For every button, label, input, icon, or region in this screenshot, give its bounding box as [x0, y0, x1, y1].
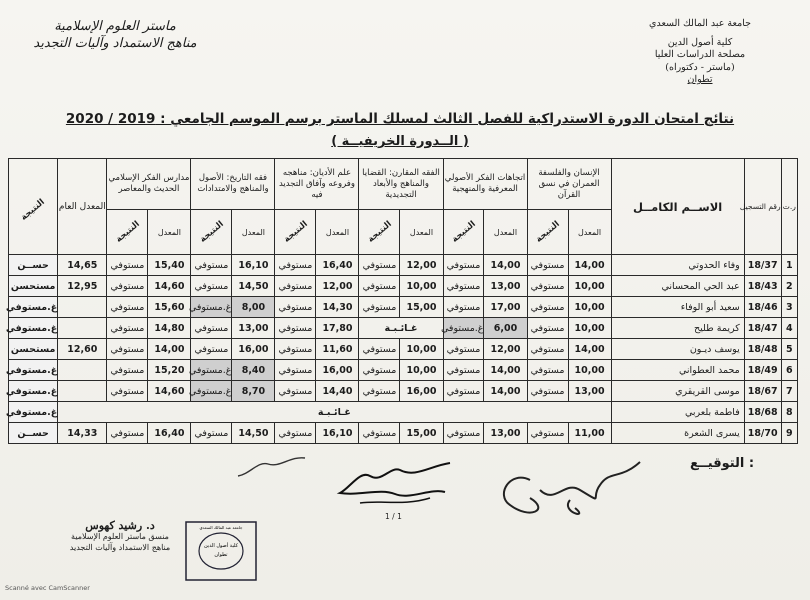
module-grade: 13,00 [484, 423, 527, 444]
final-result: حســن [9, 423, 58, 444]
module-status: مستوفي [527, 255, 568, 276]
module-status: مستوفي [359, 423, 400, 444]
module-grade: 8,00 [232, 297, 275, 318]
module-status: مستوفي [191, 255, 232, 276]
degrees-label: (ماستر - دكتوراه) [665, 61, 735, 73]
coordinator-program: مناهج الاستمداد وآليات التجديد [69, 543, 171, 552]
module-grade: 16,10 [316, 423, 359, 444]
signature-1-text: عبد العزيز الهاكم [630, 472, 637, 473]
module-grade: 15,00 [400, 297, 443, 318]
module-status: مستوفي [275, 381, 316, 402]
module-grade: 10,00 [568, 360, 611, 381]
col-name-header: الاســم الكامــل [611, 159, 744, 255]
university-name: جامعة عبد المالك السعدي [649, 18, 751, 29]
master-program-header [30, 18, 200, 52]
final-result: مستحسن [9, 276, 58, 297]
module-grade: 11,60 [316, 339, 359, 360]
module-status: مستوفي [191, 318, 232, 339]
module-header-1: الإنسان والفلسفة العمران في نسق القرآن [527, 159, 611, 210]
module-6-status-header [107, 210, 148, 255]
module-status: مستوفي [275, 276, 316, 297]
module-grade: 15,60 [148, 297, 191, 318]
table-row [9, 318, 798, 339]
student-name: وفاء الحدوتي [611, 255, 744, 276]
module-grade: 17,00 [484, 297, 527, 318]
module-status: مستوفي [359, 297, 400, 318]
student-name: يسرى الشعرة [611, 423, 744, 444]
student-name: عبد الحي المحساني [611, 276, 744, 297]
module-2-status-header [443, 210, 484, 255]
module-grade: 14,00 [568, 339, 611, 360]
module-grade: 16,00 [232, 339, 275, 360]
module-6-status-label: النتيجة [113, 219, 142, 245]
module-absent-cell: غـائـبـة [359, 318, 443, 339]
module-grade: 6,00 [484, 318, 527, 339]
table-row [9, 339, 798, 360]
module-status: مستوفي [275, 255, 316, 276]
module-grade: 14,60 [148, 276, 191, 297]
module-status: غ.مستوفي [191, 360, 232, 381]
module-grade: 8,40 [232, 360, 275, 381]
stamp-text-1: كلية أصول الدين [204, 543, 238, 549]
module-grade: 13,00 [232, 318, 275, 339]
module-status: مستوفي [359, 339, 400, 360]
module-4-status-label: النتيجة [281, 219, 310, 245]
general-average-label: المعدل العام [58, 201, 106, 212]
results-title: نتائج امتحان الدورة الاستدراكية للفصل الثالث لمسلك الماستر برسم الموسم الجامعي : 2019 / 2020 [65, 111, 735, 127]
table-row [9, 402, 798, 423]
results-table-body [5, 255, 798, 444]
table-row [9, 381, 798, 402]
stamp-text-2: تطوان [214, 552, 228, 558]
registration-number: 18/37 [744, 255, 781, 276]
module-grade: 16,10 [232, 255, 275, 276]
table-row [9, 297, 798, 318]
final-result: غ.مستوفي [9, 402, 58, 423]
table-row [9, 255, 798, 276]
row-number: 9 [781, 423, 797, 444]
row-number: 5 [781, 339, 797, 360]
registration-number: 18/49 [744, 360, 781, 381]
module-grade: 8,70 [232, 381, 275, 402]
module-4-average-header: المعدل [316, 210, 359, 255]
module-grade: 16,00 [316, 360, 359, 381]
module-status: مستوفي [527, 381, 568, 402]
student-name: يوسف ديـون [611, 339, 744, 360]
table-row [9, 360, 798, 381]
row-number: 2 [781, 276, 797, 297]
session-subtitle: ( الــدورة الخريفيــة ) [331, 134, 469, 149]
row-number: 7 [781, 381, 797, 402]
module-header-6: مدارس الفكر الإسلامي الحديث والمعاصر [107, 159, 191, 210]
module-grade: 10,00 [400, 276, 443, 297]
table-row [9, 423, 798, 444]
module-status: مستوفي [527, 423, 568, 444]
module-status: مستوفي [443, 423, 484, 444]
city-name: تطوان [687, 74, 713, 85]
row-number: 6 [781, 360, 797, 381]
general-average [58, 381, 107, 402]
module-4-status-header [275, 210, 316, 255]
col-registration-header: رقم التسجيل [744, 159, 781, 255]
module-1-status-header [527, 210, 568, 255]
module-status: مستوفي [443, 255, 484, 276]
module-status: مستوفي [527, 360, 568, 381]
module-1-average-header: المعدل [568, 210, 611, 255]
table-row [9, 276, 798, 297]
program-subtitle: مناهج الاستمداد وآليات التجديد [33, 36, 197, 51]
col-final-result-header [9, 159, 58, 255]
student-name: كريمة طليح [611, 318, 744, 339]
signature-3-text: عبد الغني بوزياني [308, 466, 316, 467]
module-grade: 12,00 [400, 255, 443, 276]
signature-1-icon [470, 450, 680, 522]
program-title: ماستر العلوم الإسلامية [54, 19, 176, 34]
module-status: مستوفي [527, 339, 568, 360]
module-3-average-header: المعدل [400, 210, 443, 255]
col-number-header: ر.ت [781, 159, 797, 255]
module-status: غ.مستوفي [191, 381, 232, 402]
module-header-3: الفقه المقارن: القضايا والمناهج والأبعاد التجديدية [359, 159, 443, 210]
general-average [58, 360, 107, 381]
faculty-stamp-icon [184, 520, 258, 582]
module-grade: 10,00 [400, 339, 443, 360]
module-grade: 14,00 [484, 255, 527, 276]
module-grade: 17,80 [316, 318, 359, 339]
module-1-status-label: النتيجة [533, 219, 562, 245]
coordinator-block [60, 520, 180, 553]
module-status: مستوفي [275, 318, 316, 339]
module-grade: 14,60 [148, 381, 191, 402]
registration-number: 18/43 [744, 276, 781, 297]
module-status: مستوفي [107, 255, 148, 276]
university-header [600, 18, 800, 87]
module-grade: 14,00 [484, 360, 527, 381]
module-status: مستوفي [359, 255, 400, 276]
stamp-text-3: جامعة عبد المالك السعدي [199, 525, 243, 530]
module-5-average-header: المعدل [232, 210, 275, 255]
faculty-name: كلية أصول الدين [667, 36, 733, 48]
module-status: مستوفي [107, 297, 148, 318]
final-result: غ.مستوفي [9, 381, 58, 402]
module-grade: 14,30 [316, 297, 359, 318]
module-status: مستوفي [191, 276, 232, 297]
final-result: مستحسن [9, 339, 58, 360]
module-3-status-header [359, 210, 400, 255]
module-5-status-header [191, 210, 232, 255]
module-status: مستوفي [107, 318, 148, 339]
module-status: مستوفي [107, 276, 148, 297]
module-status: مستوفي [107, 360, 148, 381]
module-status: مستوفي [443, 381, 484, 402]
module-status: مستوفي [275, 360, 316, 381]
module-status: مستوفي [443, 297, 484, 318]
coordinator-role: منسق ماستر العلوم الإسلامية [71, 532, 169, 541]
module-grade: 10,00 [568, 318, 611, 339]
general-average: 14,33 [58, 423, 107, 444]
module-grade: 10,00 [568, 297, 611, 318]
module-2-average-header: المعدل [484, 210, 527, 255]
coordinator-prefix: د. [145, 519, 155, 532]
module-grade: 15,00 [400, 423, 443, 444]
module-3-status-label: النتيجة [365, 219, 394, 245]
student-name: فاطمة بلعربي [611, 402, 744, 423]
module-grade: 14,00 [568, 255, 611, 276]
signature-2-icon [320, 448, 470, 518]
module-header-4: علم الأديان: مناهجه وفروعه وآفاق التجديد فيه [275, 159, 359, 210]
module-grade: 14,50 [232, 276, 275, 297]
general-average [58, 318, 107, 339]
module-grade: 14,80 [148, 318, 191, 339]
student-name: سعيد أبو الوفاء [611, 297, 744, 318]
final-result: غ.مستوفي [9, 297, 58, 318]
module-status: غ.مستوفي [443, 318, 484, 339]
registration-number: 18/67 [744, 381, 781, 402]
signature-label: التوقيــع : [690, 456, 755, 471]
module-grade: 15,40 [148, 255, 191, 276]
scanner-watermark: Scanné avec CamScanner [5, 584, 90, 592]
module-status: مستوفي [359, 381, 400, 402]
general-average: 14,65 [58, 255, 107, 276]
registration-number: 18/68 [744, 402, 781, 423]
coordinator-name: رشيد كهوس [85, 519, 143, 532]
module-status: مستوفي [359, 360, 400, 381]
final-result: غ.مستوفي [9, 360, 58, 381]
module-status: مستوفي [191, 423, 232, 444]
final-result: غ.مستوفي [9, 318, 58, 339]
module-status: مستوفي [527, 297, 568, 318]
col-general-average-header [58, 159, 107, 255]
registration-number: 18/47 [744, 318, 781, 339]
module-grade: 16,40 [316, 255, 359, 276]
row-number: 8 [781, 402, 797, 423]
office-name: مصلحة الدراسات العليا [654, 49, 746, 60]
module-status: مستوفي [443, 276, 484, 297]
module-grade: 12,00 [484, 339, 527, 360]
module-grade: 10,00 [568, 276, 611, 297]
module-status: مستوفي [107, 423, 148, 444]
final-result: حســن [9, 255, 58, 276]
module-status: مستوفي [527, 276, 568, 297]
module-status: مستوفي [191, 339, 232, 360]
module-status: مستوفي [275, 423, 316, 444]
module-status: مستوفي [359, 276, 400, 297]
module-grade: 14,50 [232, 423, 275, 444]
module-grade: 13,00 [484, 276, 527, 297]
final-result-label: النتيجة [19, 197, 47, 223]
row-number: 4 [781, 318, 797, 339]
module-status: مستوفي [275, 339, 316, 360]
module-grade: 14,00 [484, 381, 527, 402]
module-status: غ.مستوفي [191, 297, 232, 318]
module-grade: 12,00 [316, 276, 359, 297]
module-status: مستوفي [107, 339, 148, 360]
module-status: مستوفي [275, 297, 316, 318]
module-status: مستوفي [443, 339, 484, 360]
registration-number: 18/48 [744, 339, 781, 360]
module-grade: 13,00 [568, 381, 611, 402]
row-number: 3 [781, 297, 797, 318]
module-grade: 15,20 [148, 360, 191, 381]
results-table [5, 158, 798, 444]
registration-number: 18/70 [744, 423, 781, 444]
module-header-2: اتجاهات الفكر الأصولي المعرفية والمنهجية [443, 159, 527, 210]
module-header-5: فقه التاريخ: الأصول والمناهج والامتدادات [191, 159, 275, 210]
module-status: مستوفي [443, 360, 484, 381]
general-average: 12,60 [58, 339, 107, 360]
module-grade: 10,00 [400, 360, 443, 381]
student-name: محمد العطواني [611, 360, 744, 381]
module-grade: 16,40 [148, 423, 191, 444]
module-grade: 14,00 [148, 339, 191, 360]
module-2-status-label: النتيجة [449, 219, 478, 245]
absent-cell: غـائـبـة [58, 402, 611, 423]
module-grade: 14,40 [316, 381, 359, 402]
general-average [58, 297, 107, 318]
module-6-average-header: المعدل [148, 210, 191, 255]
row-number: 1 [781, 255, 797, 276]
page-number: 1 / 1 [385, 512, 402, 521]
general-average: 12,95 [58, 276, 107, 297]
student-name: موسى القريقري [611, 381, 744, 402]
signature-3-icon [230, 446, 316, 486]
module-5-status-label: النتيجة [197, 219, 226, 245]
module-status: مستوفي [527, 318, 568, 339]
module-status: مستوفي [107, 381, 148, 402]
registration-number: 18/46 [744, 297, 781, 318]
module-grade: 11,00 [568, 423, 611, 444]
module-grade: 16,00 [400, 381, 443, 402]
